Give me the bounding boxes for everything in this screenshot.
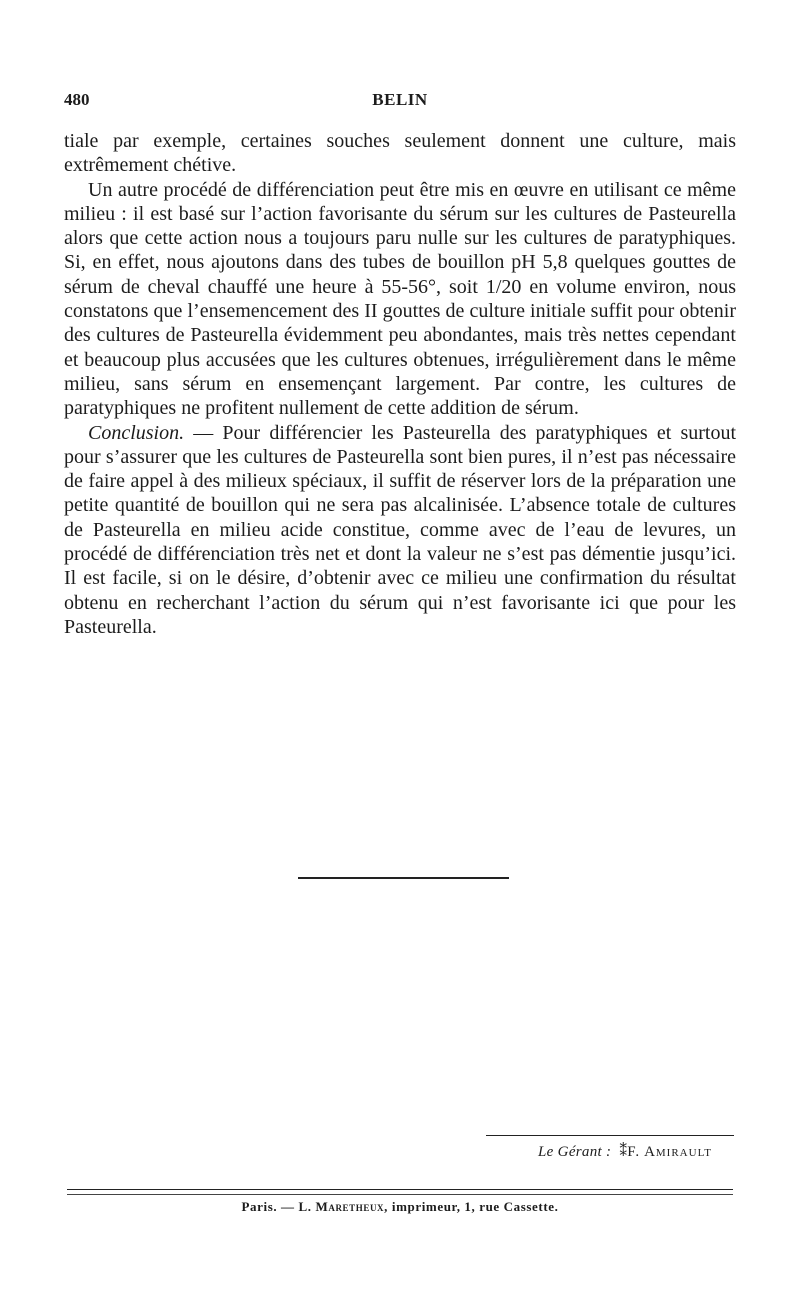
gerant-name: F. Amirault xyxy=(627,1144,712,1160)
body-text xyxy=(64,129,736,639)
footer-rule-top xyxy=(67,1189,733,1190)
paragraph-serum-method: Un autre procédé de différenciation peut être mis en œuvre en utilisant ce même milieu : il est basé sur l’action favorisante du sérum sur les cultures de Pasteurella alors que cette action nous a toujours paru nulle sur les cultures de paratyphiques. Si, en effet, nous ajoutons dans des tubes de bouillon pH 5,8 quelques gouttes de sérum de cheval chauffé une heure à 55-56°, soit 1/20 en volume environ, nous constatons que l’ensemencement des II gouttes de culture initiale suffit pour obtenir des cultures de Pasteurella évidemment peu abondantes, mais très nettes cependant et beaucoup plus accusées que les cultures obtenues, irrégulièrement dans le même milieu, sans sérum en ensemençant largement. Par contre, les cultures de paratyphiques ne profitent nullement de cette addition de sérum. xyxy=(64,178,736,420)
page-number: 480 xyxy=(64,90,90,109)
running-head: BELIN xyxy=(372,90,428,109)
conclusion-label: Conclusion. xyxy=(88,421,185,444)
section-end-rule xyxy=(298,877,509,879)
paragraph-conclusion xyxy=(64,421,736,640)
page-header xyxy=(64,90,736,114)
printer-imprint xyxy=(67,1199,733,1215)
conclusion-text: — Pour différencier les Pasteurella des paratyphiques et surtout pour s’assurer que les cultures de Pasteurella sont bien pures, il n’est pas nécessaire de faire appel à des milieux spéciaux, il suffit de réserver lors de la préparation une petite quantité de bouillon qui ne sera pas alcalinisée. L’absence totale de cultures de Pasteurella en milieu acide constitue, comme avec de l’eau de levures, un procédé de différenciation très net et dont la valeur ne s’est pas démentie jusqu’ici. Il est facile, si on le désire, d’obtenir avec ce milieu une confirmation du résultat obtenu en recherchant l’action du sérum qui n’est favorisante ici que pour les Pasteurella. xyxy=(64,421,736,638)
imprint-printer: Maretheux xyxy=(315,1199,385,1214)
gerant-rule xyxy=(486,1135,734,1136)
footer-rule-bottom xyxy=(67,1194,733,1195)
gerant-label: Le Gérant : xyxy=(538,1144,612,1160)
paragraph-continuation: tiale par exemple, certaines souches seulement donnent une culture, mais extrêmement chétive. xyxy=(64,130,736,177)
gerant-signature xyxy=(486,1142,712,1161)
imprint-city: Paris. — L. xyxy=(241,1199,316,1214)
imprint-address: , imprimeur, 1, rue Cassette. xyxy=(384,1199,559,1214)
gerant-mark: ⁑ xyxy=(615,1144,628,1160)
